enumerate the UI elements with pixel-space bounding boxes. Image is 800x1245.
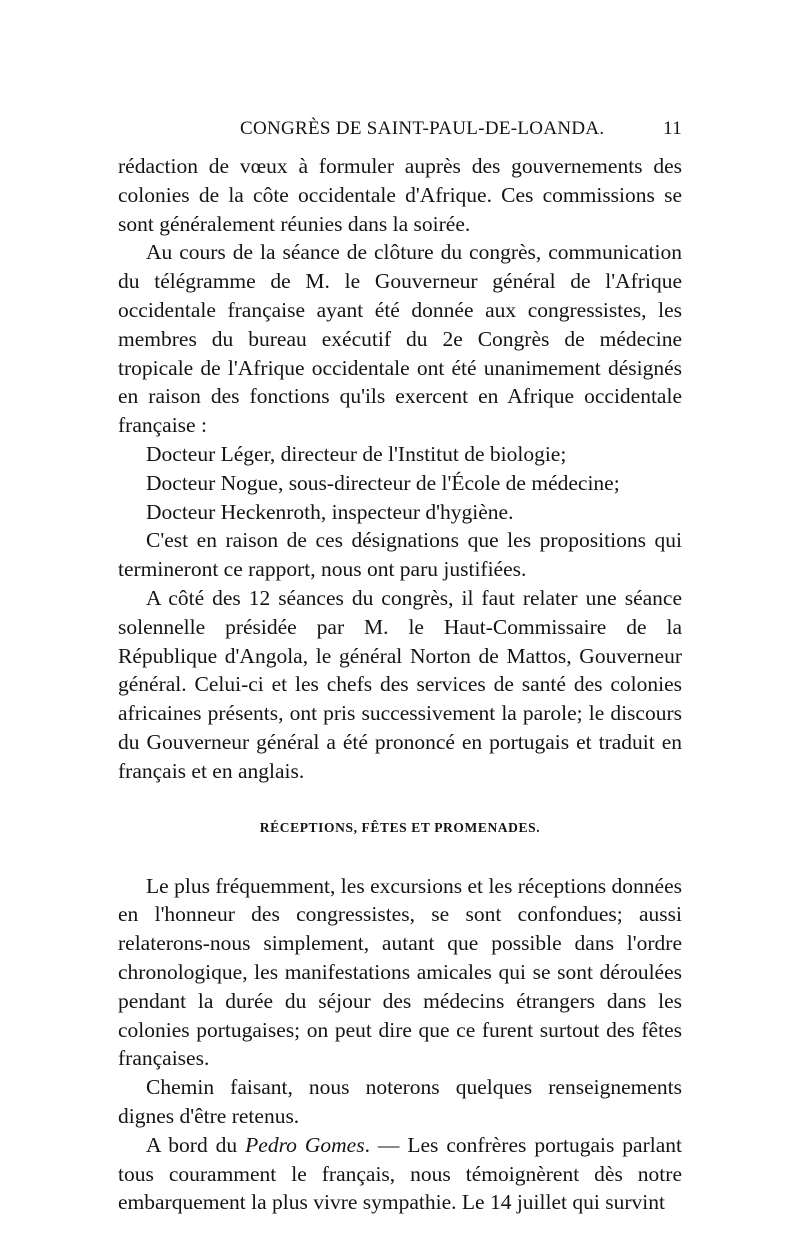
designee-item: Docteur Léger, directeur de l'Institut de biologie; [146, 441, 567, 466]
ship-name: Pedro Gomes [245, 1132, 365, 1157]
designee-item: Docteur Heckenroth, inspecteur d'hygiène. [146, 499, 514, 524]
section-heading: RÉCEPTIONS, FÊTES ET PROMENADES. [259, 819, 541, 835]
paragraph-renseignements: Chemin faisant, nous noterons quelques renseignements dignes d'être retenus. [118, 1075, 682, 1128]
paragraph-designations: C'est en raison de ces désignations que les propositions qui termineront ce rapport, nous ont paru justifiées. [118, 528, 682, 582]
paragraph-pedro-gomes [118, 1131, 682, 1217]
paragraph-continued: rédaction de vœux à formuler auprès des gouvernements des colonies de la côte occidentale d'Afrique. Ces commissions se sont généralement réunies dans la soirée. [118, 154, 682, 236]
designee-item: Docteur Nogue, sous-directeur de l'École de médecine; [146, 470, 620, 495]
page-number: 11 [663, 118, 682, 139]
paragraph-lead: A bord du [146, 1132, 238, 1157]
section-text [118, 872, 682, 1218]
body-text [118, 152, 682, 786]
paragraph-rest: . — Les confrères portugais parlant tous couramment le français, nous témoignèrent dès notre embarquement la plus vivre sympathie. Le 14 juillet qui survint [118, 1132, 682, 1215]
paragraph-solemn-session: A côté des 12 séances du congrès, il faut relater une séance solennelle présidée par M. le Haut-Commissaire de la République d'Angola, le général Norton de Mattos, Gouverneur général. Celui-ci et les chefs des services de santé des colonies africaines présents, ont pris successivement la parole; le discours du Gouverneur général a été prononcé en portugais et traduit en français et en anglais. [118, 585, 682, 783]
paragraph-closing-session: Au cours de la séance de clôture du congrès, communication du télégramme de M. le Gouverneur général de l'Afrique occidentale française ayant été donnée aux congressistes, les membres du bureau exécutif du 2e Congrès de médecine tropicale de l'Afrique occidentale ont été unanimement désignés en raison des fonctions qu'ils exercent en Afrique occidentale française : [118, 240, 682, 438]
book-page [118, 118, 682, 1217]
paragraph-receptions: Le plus fréquemment, les excursions et les réceptions données en l'honneur des congressistes, se sont confondues; aussi relaterons-nous simplement, autant que possible dans l'ordre chronologique, les manifestations amicales qui se sont déroulées pendant la durée du séjour des médecins étrangers dans les colonies portugaises; on peut dire que ce furent surtout des fêtes françaises. [118, 873, 682, 1071]
running-title: CONGRÈS DE SAINT-PAUL-DE-LOANDA. [240, 118, 605, 139]
running-head [118, 118, 682, 152]
